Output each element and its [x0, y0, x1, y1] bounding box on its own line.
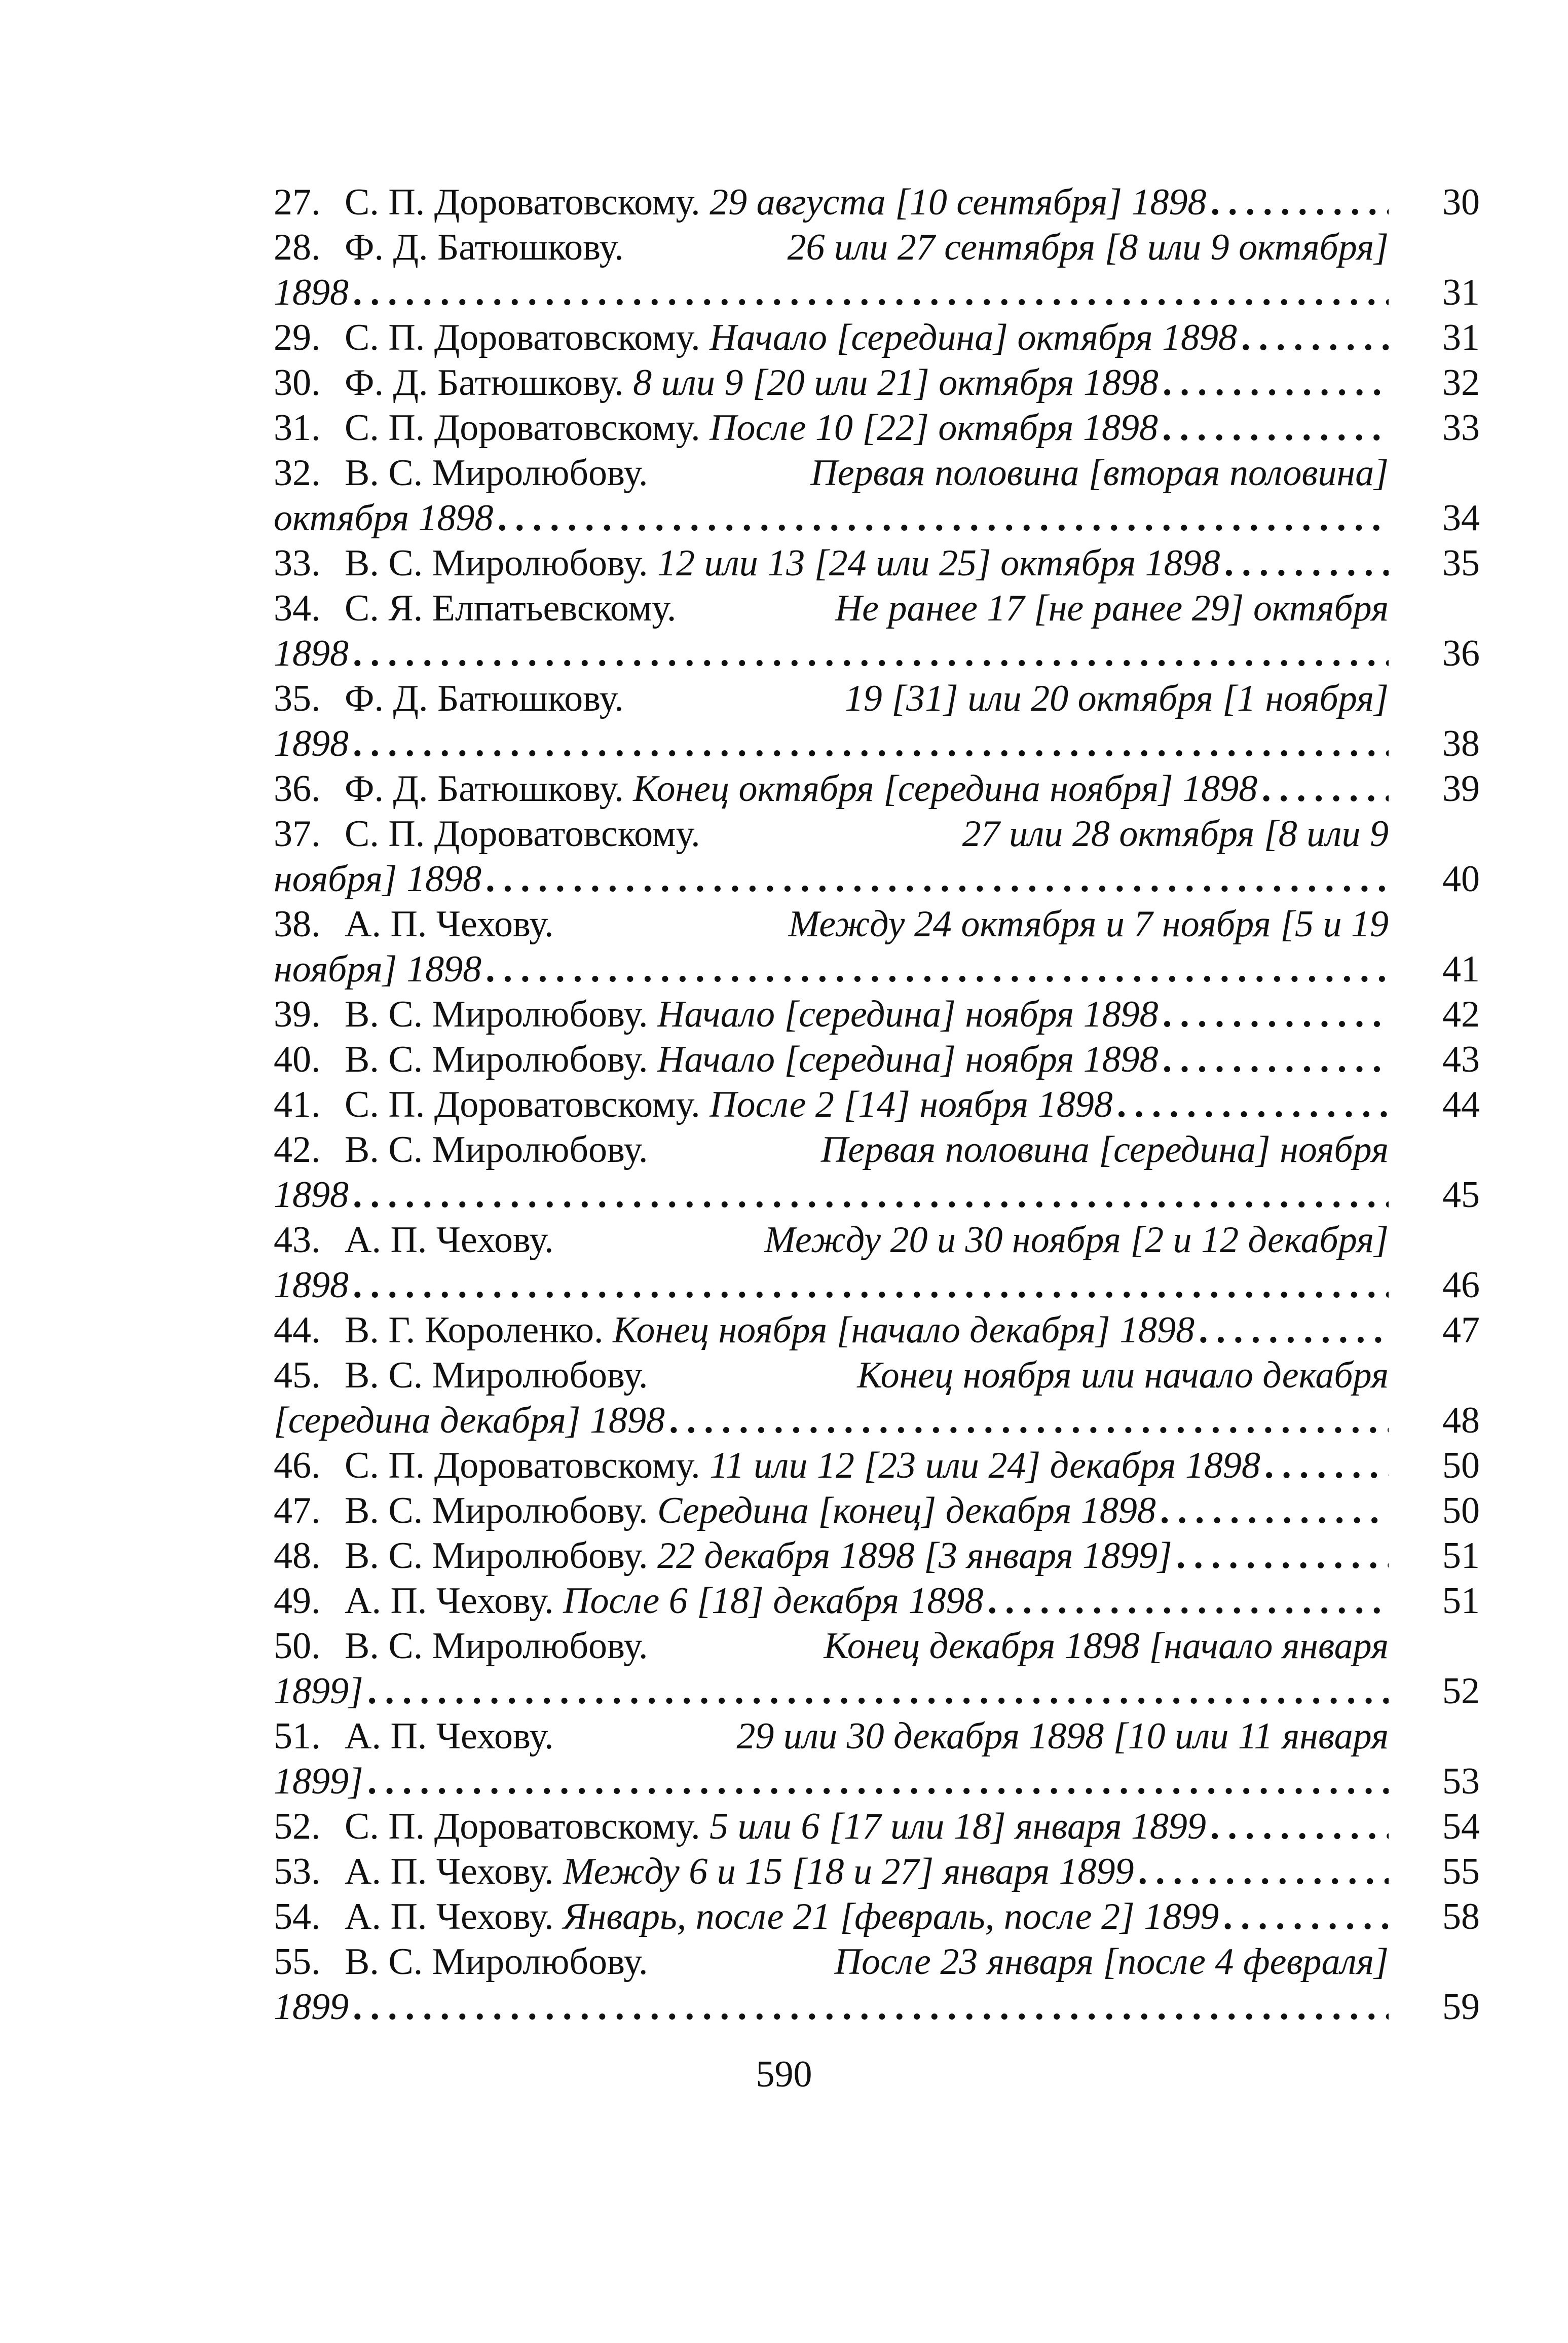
dot-leader [1159, 1037, 1389, 1082]
entry-content [345, 1714, 1389, 1759]
dot-leader [1156, 1488, 1389, 1533]
entry-number: 49. [274, 1580, 321, 1622]
entry-content [345, 992, 1389, 1037]
entry-number: 46. [274, 1445, 321, 1486]
toc-entry-line [274, 1985, 1480, 2030]
entry-date: 1898 [274, 1174, 349, 1216]
toc-entry[interactable] [274, 1533, 1480, 1579]
entry-page-number: 41 [1442, 948, 1480, 990]
entry-addressee: В. С. Миролюбову. [345, 1354, 648, 1396]
dot-leader [1219, 1894, 1389, 1939]
entry-date: 1898 [274, 633, 349, 674]
toc-entry[interactable] [274, 1082, 1480, 1127]
toc-entry-line [274, 1263, 1480, 1308]
entry-number: 29. [274, 317, 321, 358]
toc-entry-line [274, 315, 1480, 360]
toc-entry-line [274, 225, 1480, 270]
dot-leader [983, 1579, 1389, 1624]
entry-content [274, 631, 1389, 676]
toc-entry[interactable] [274, 766, 1480, 812]
entry-page-number: 52 [1442, 1670, 1480, 1712]
entry-date: ноября] 1898 [274, 948, 482, 990]
entry-number: 35. [274, 678, 321, 719]
entry-addressee: А. П. Чехову. [345, 1851, 554, 1892]
entry-content [345, 406, 1389, 451]
dot-leader [349, 721, 1389, 766]
entry-addressee: Ф. Д. Батюшкову. [345, 768, 624, 810]
entry-page-number: 38 [1442, 723, 1480, 764]
entry-date: 5 или 6 [17 или 18] января 1899 [710, 1806, 1206, 1847]
dot-leader [1237, 315, 1389, 360]
entry-addressee: В. С. Миролюбову. [345, 1535, 648, 1577]
entry-content [345, 1849, 1389, 1894]
entry-addressee: С. П. Дороватовскому. [345, 1445, 700, 1486]
toc-entry-line [274, 721, 1480, 766]
entry-number: 40. [274, 1039, 321, 1080]
entry-page-number: 33 [1442, 407, 1480, 449]
entry-content [274, 857, 1389, 902]
entry-addressee: В. С. Миролюбову. [345, 542, 648, 584]
toc-entry-line [274, 180, 1480, 225]
entry-content [345, 1579, 1389, 1624]
entry-number: 53. [274, 1851, 321, 1892]
dot-leader [1206, 1804, 1389, 1849]
toc-entry[interactable] [274, 1939, 1480, 2030]
toc-entry[interactable] [274, 1218, 1480, 1308]
entry-content [274, 496, 1389, 541]
entry-addressee: В. С. Миролюбову. [345, 1625, 648, 1667]
table-of-contents [274, 180, 1480, 2030]
entry-content [345, 676, 1389, 721]
entry-content [274, 1173, 1389, 1218]
entry-content [274, 1263, 1389, 1308]
entry-addressee: В. С. Миролюбову. [345, 1129, 648, 1170]
entry-date: 29 или 30 декабря 1898 [10 или 11 января [736, 1715, 1389, 1757]
entry-number: 51. [274, 1715, 321, 1757]
entry-content [345, 451, 1389, 496]
entry-content [274, 1669, 1389, 1714]
toc-entry-line [274, 1939, 1480, 1985]
entry-page-number: 30 [1442, 181, 1480, 223]
entry-date: Конец ноября [начало декабря] 1898 [613, 1309, 1195, 1351]
toc-entry-line [274, 1759, 1480, 1804]
entry-content [345, 315, 1389, 360]
entry-content [345, 360, 1389, 406]
toc-entry[interactable] [274, 676, 1480, 766]
entry-addressee: С. П. Дороватовскому. [345, 1084, 700, 1125]
entry-number: 31. [274, 407, 321, 449]
dot-leader [349, 631, 1389, 676]
toc-entry-line [274, 1127, 1480, 1173]
dot-leader [1113, 1082, 1389, 1127]
toc-entry-line [274, 541, 1480, 586]
entry-content [345, 1488, 1389, 1533]
toc-entry-line [274, 1218, 1480, 1263]
entry-addressee: Ф. Д. Батюшкову. [345, 227, 624, 268]
entry-content [345, 541, 1389, 586]
toc-entry[interactable] [274, 1579, 1480, 1624]
entry-number: 32. [274, 452, 321, 494]
entry-content [345, 1127, 1389, 1173]
entry-content [345, 1218, 1389, 1263]
entry-page-number: 55 [1442, 1851, 1480, 1892]
entry-date: 27 или 28 октября [8 или 9 [962, 813, 1389, 855]
dot-leader [349, 1985, 1389, 2030]
toc-entry[interactable] [274, 1849, 1480, 1894]
entry-number: 37. [274, 813, 321, 855]
entry-date: 26 или 27 сентября [8 или 9 октября] [787, 227, 1389, 268]
toc-entry[interactable] [274, 1443, 1480, 1488]
entry-date: 1899] [274, 1670, 363, 1712]
toc-entry-line [274, 631, 1480, 676]
entry-page-number: 58 [1442, 1896, 1480, 1937]
dot-leader [349, 1173, 1389, 1218]
dot-leader [1257, 766, 1389, 812]
entry-content [345, 1533, 1389, 1579]
entry-page-number: 34 [1442, 497, 1480, 539]
entry-content [274, 1985, 1389, 2030]
entry-content [345, 1624, 1389, 1669]
entry-number: 36. [274, 768, 321, 810]
entry-page-number: 54 [1442, 1806, 1480, 1847]
toc-entry[interactable] [274, 992, 1480, 1037]
dot-leader [1220, 541, 1389, 586]
entry-date: Первая половина [вторая половина] [810, 452, 1389, 494]
entry-date: 1898 [274, 723, 349, 764]
dot-leader [481, 857, 1389, 902]
entry-content [274, 947, 1389, 992]
entry-date: После 10 [22] октября 1898 [710, 407, 1158, 449]
entry-addressee: Ф. Д. Батюшкову. [345, 678, 624, 719]
entry-date: 11 или 12 [23 или 24] декабря 1898 [710, 1445, 1260, 1486]
entry-page-number: 53 [1442, 1761, 1480, 1802]
entry-date: 19 [31] или 20 октября [1 ноября] [844, 678, 1389, 719]
entry-number: 41. [274, 1084, 321, 1125]
entry-addressee: А. П. Чехову. [345, 1219, 554, 1261]
entry-content [345, 812, 1389, 857]
toc-entry[interactable] [274, 1127, 1480, 1218]
entry-addressee: С. П. Дороватовскому. [345, 317, 700, 358]
entry-content [345, 1894, 1389, 1939]
entry-number: 27. [274, 181, 321, 223]
toc-entry[interactable] [274, 180, 1480, 225]
entry-page-number: 59 [1442, 1986, 1480, 2028]
entry-date: Середина [конец] декабря 1898 [657, 1490, 1156, 1531]
page-number: 590 [756, 2054, 812, 2095]
dot-leader [1260, 1443, 1389, 1488]
entry-addressee: А. П. Чехову. [345, 1896, 554, 1937]
entry-page-number: 32 [1442, 362, 1480, 404]
entry-date: После 23 января [после 4 февраля] [834, 1941, 1389, 1983]
dot-leader [1172, 1533, 1389, 1579]
toc-entry-line [274, 902, 1480, 947]
toc-entry-line [274, 360, 1480, 406]
entry-date: Начало [середина] ноября 1898 [657, 1039, 1159, 1080]
entry-page-number: 45 [1442, 1174, 1480, 1216]
entry-addressee: С. П. Дороватовскому. [345, 813, 700, 855]
toc-entry-line [274, 1443, 1480, 1488]
entry-content [345, 1804, 1389, 1849]
entry-addressee: В. Г. Короленко. [345, 1309, 604, 1351]
toc-entry-line [274, 1082, 1480, 1127]
entry-addressee: В. С. Миролюбову. [345, 1941, 648, 1983]
entry-date: 8 или 9 [20 или 21] октября 1898 [633, 362, 1159, 404]
toc-entry-line [274, 586, 1480, 631]
entry-date: Конец ноября или начало декабря [857, 1354, 1389, 1396]
dot-leader [1159, 360, 1389, 406]
toc-entry-line [274, 992, 1480, 1037]
entry-content [345, 1939, 1389, 1985]
entry-page-number: 51 [1442, 1580, 1480, 1622]
entry-date: 1899] [274, 1761, 363, 1802]
entry-date: [середина декабря] 1898 [274, 1400, 665, 1441]
entry-date: Начало [середина] ноября 1898 [657, 994, 1159, 1035]
dot-leader [1158, 406, 1389, 451]
toc-entry[interactable] [274, 1804, 1480, 1849]
entry-number: 50. [274, 1625, 321, 1667]
entry-date: Начало [середина] октября 1898 [710, 317, 1238, 358]
dot-leader [1134, 1849, 1389, 1894]
entry-page-number: 31 [1442, 317, 1480, 358]
entry-addressee: С. П. Дороватовскому. [345, 407, 700, 449]
toc-entry-line [274, 496, 1480, 541]
toc-entry-line [274, 947, 1480, 992]
toc-entry[interactable] [274, 1894, 1480, 1939]
entry-date: 1899 [274, 1986, 349, 2028]
entry-content [274, 721, 1389, 766]
dot-leader [494, 496, 1389, 541]
toc-entry-line [274, 1173, 1480, 1218]
entry-content [274, 1398, 1389, 1443]
entry-date: 1898 [274, 272, 349, 313]
entry-addressee: В. С. Миролюбову. [345, 994, 648, 1035]
entry-page-number: 47 [1442, 1309, 1480, 1351]
toc-entry-line [274, 1894, 1480, 1939]
entry-number: 28. [274, 227, 321, 268]
entry-content [345, 1037, 1389, 1082]
entry-addressee: В. С. Миролюбову. [345, 452, 648, 494]
entry-date: После 6 [18] декабря 1898 [563, 1580, 984, 1622]
toc-entry[interactable] [274, 1037, 1480, 1082]
entry-addressee: С. П. Дороватовскому. [345, 1806, 700, 1847]
toc-entry-line [274, 676, 1480, 721]
entry-page-number: 39 [1442, 768, 1480, 810]
entry-date: Первая половина [середина] ноября [820, 1129, 1389, 1170]
toc-entry-line [274, 1624, 1480, 1669]
entry-number: 52. [274, 1806, 321, 1847]
entry-page-number: 43 [1442, 1039, 1480, 1080]
toc-entry[interactable] [274, 451, 1480, 541]
entry-date: 12 или 13 [24 или 25] октября 1898 [657, 542, 1220, 584]
entry-date: Между 6 и 15 [18 и 27] января 1899 [563, 1851, 1134, 1892]
toc-entry[interactable] [274, 1624, 1480, 1714]
entry-page-number: 50 [1442, 1445, 1480, 1486]
toc-entry-line [274, 1849, 1480, 1894]
toc-entry[interactable] [274, 406, 1480, 451]
toc-entry-line [274, 1353, 1480, 1398]
dot-leader [1194, 1308, 1389, 1353]
entry-page-number: 50 [1442, 1490, 1480, 1531]
toc-entry[interactable] [274, 360, 1480, 406]
entry-page-number: 48 [1442, 1400, 1480, 1441]
toc-entry-line [274, 1579, 1480, 1624]
entry-number: 33. [274, 542, 321, 584]
dot-leader [665, 1398, 1389, 1443]
entry-content [345, 1443, 1389, 1488]
entry-addressee: А. П. Чехову. [345, 903, 554, 945]
toc-entry-line [274, 451, 1480, 496]
entry-number: 55. [274, 1941, 321, 1983]
entry-content [345, 225, 1389, 270]
toc-entry-line [274, 857, 1480, 902]
entry-content [345, 766, 1389, 812]
toc-entry-line [274, 1714, 1480, 1759]
entry-content [345, 1082, 1389, 1127]
entry-addressee: С. П. Дороватовскому. [345, 181, 700, 223]
entry-addressee: Ф. Д. Батюшкову. [345, 362, 624, 404]
toc-entry[interactable] [274, 1714, 1480, 1804]
entry-date: Не ранее 17 [не ранее 29] октября [835, 588, 1389, 629]
toc-entry-line [274, 1533, 1480, 1579]
toc-entry[interactable] [274, 902, 1480, 992]
entry-date: Между 24 октября и 7 ноября [5 и 19 [788, 903, 1389, 945]
entry-addressee: А. П. Чехову. [345, 1580, 554, 1622]
toc-entry[interactable] [274, 812, 1480, 902]
entry-page-number: 35 [1442, 542, 1480, 584]
entry-page-number: 44 [1442, 1084, 1480, 1125]
dot-leader [481, 947, 1389, 992]
toc-entry-line [274, 812, 1480, 857]
toc-entry-line [274, 1804, 1480, 1849]
entry-number: 42. [274, 1129, 321, 1170]
entry-date: Конец декабря 1898 [начало января [824, 1625, 1389, 1667]
entry-number: 39. [274, 994, 321, 1035]
entry-content [345, 902, 1389, 947]
toc-entry[interactable] [274, 586, 1480, 676]
entry-addressee: А. П. Чехову. [345, 1715, 554, 1757]
dot-leader [349, 270, 1389, 315]
toc-entry-line [274, 1669, 1480, 1714]
entry-page-number: 51 [1442, 1535, 1480, 1577]
toc-entry[interactable] [274, 1308, 1480, 1353]
toc-entry-line [274, 406, 1480, 451]
dot-leader [363, 1669, 1389, 1714]
dot-leader [1207, 180, 1389, 225]
toc-entry[interactable] [274, 315, 1480, 360]
dot-leader [1159, 992, 1389, 1037]
entry-date: 29 августа [10 сентября] 1898 [710, 181, 1207, 223]
entry-date: Между 20 и 30 ноября [2 и 12 декабря] [764, 1219, 1389, 1261]
entry-number: 45. [274, 1354, 321, 1396]
dot-leader [349, 1263, 1389, 1308]
toc-entry-line [274, 1308, 1480, 1353]
entry-date: После 2 [14] ноября 1898 [710, 1084, 1113, 1125]
entry-date: 22 декабря 1898 [3 января 1899] [657, 1535, 1172, 1577]
entry-date: Январь, после 21 [февраль, после 2] 1899 [563, 1896, 1219, 1937]
entry-addressee: В. С. Миролюбову. [345, 1039, 648, 1080]
entry-date: 1898 [274, 1264, 349, 1306]
entry-content [345, 180, 1389, 225]
entry-page-number: 42 [1442, 994, 1480, 1035]
toc-entry-line [274, 1488, 1480, 1533]
entry-page-number: 40 [1442, 858, 1480, 900]
entry-page-number: 31 [1442, 272, 1480, 313]
entry-number: 43. [274, 1219, 321, 1261]
toc-entry-line [274, 1037, 1480, 1082]
entry-number: 44. [274, 1309, 321, 1351]
toc-entry-line [274, 270, 1480, 315]
toc-entry-line [274, 1398, 1480, 1443]
entry-number: 47. [274, 1490, 321, 1531]
entry-number: 30. [274, 362, 321, 404]
entry-date: октября 1898 [274, 497, 494, 539]
toc-entry[interactable] [274, 541, 1480, 586]
entry-addressee: В. С. Миролюбову. [345, 1490, 648, 1531]
entry-number: 54. [274, 1896, 321, 1937]
entry-content [345, 1308, 1389, 1353]
entry-content [345, 586, 1389, 631]
dot-leader [363, 1759, 1389, 1804]
entry-content [274, 270, 1389, 315]
entry-page-number: 46 [1442, 1264, 1480, 1306]
entry-number: 38. [274, 903, 321, 945]
entry-date: ноября] 1898 [274, 858, 482, 900]
entry-content [274, 1759, 1389, 1804]
toc-entry-line [274, 766, 1480, 812]
toc-entry[interactable] [274, 1353, 1480, 1443]
entry-addressee: С. Я. Елпатьевскому. [345, 588, 677, 629]
entry-date: Конец октября [середина ноября] 1898 [633, 768, 1258, 810]
entry-page-number: 36 [1442, 633, 1480, 674]
entry-number: 34. [274, 588, 321, 629]
toc-entry[interactable] [274, 225, 1480, 315]
entry-content [345, 1353, 1389, 1398]
toc-entry[interactable] [274, 1488, 1480, 1533]
entry-number: 48. [274, 1535, 321, 1577]
